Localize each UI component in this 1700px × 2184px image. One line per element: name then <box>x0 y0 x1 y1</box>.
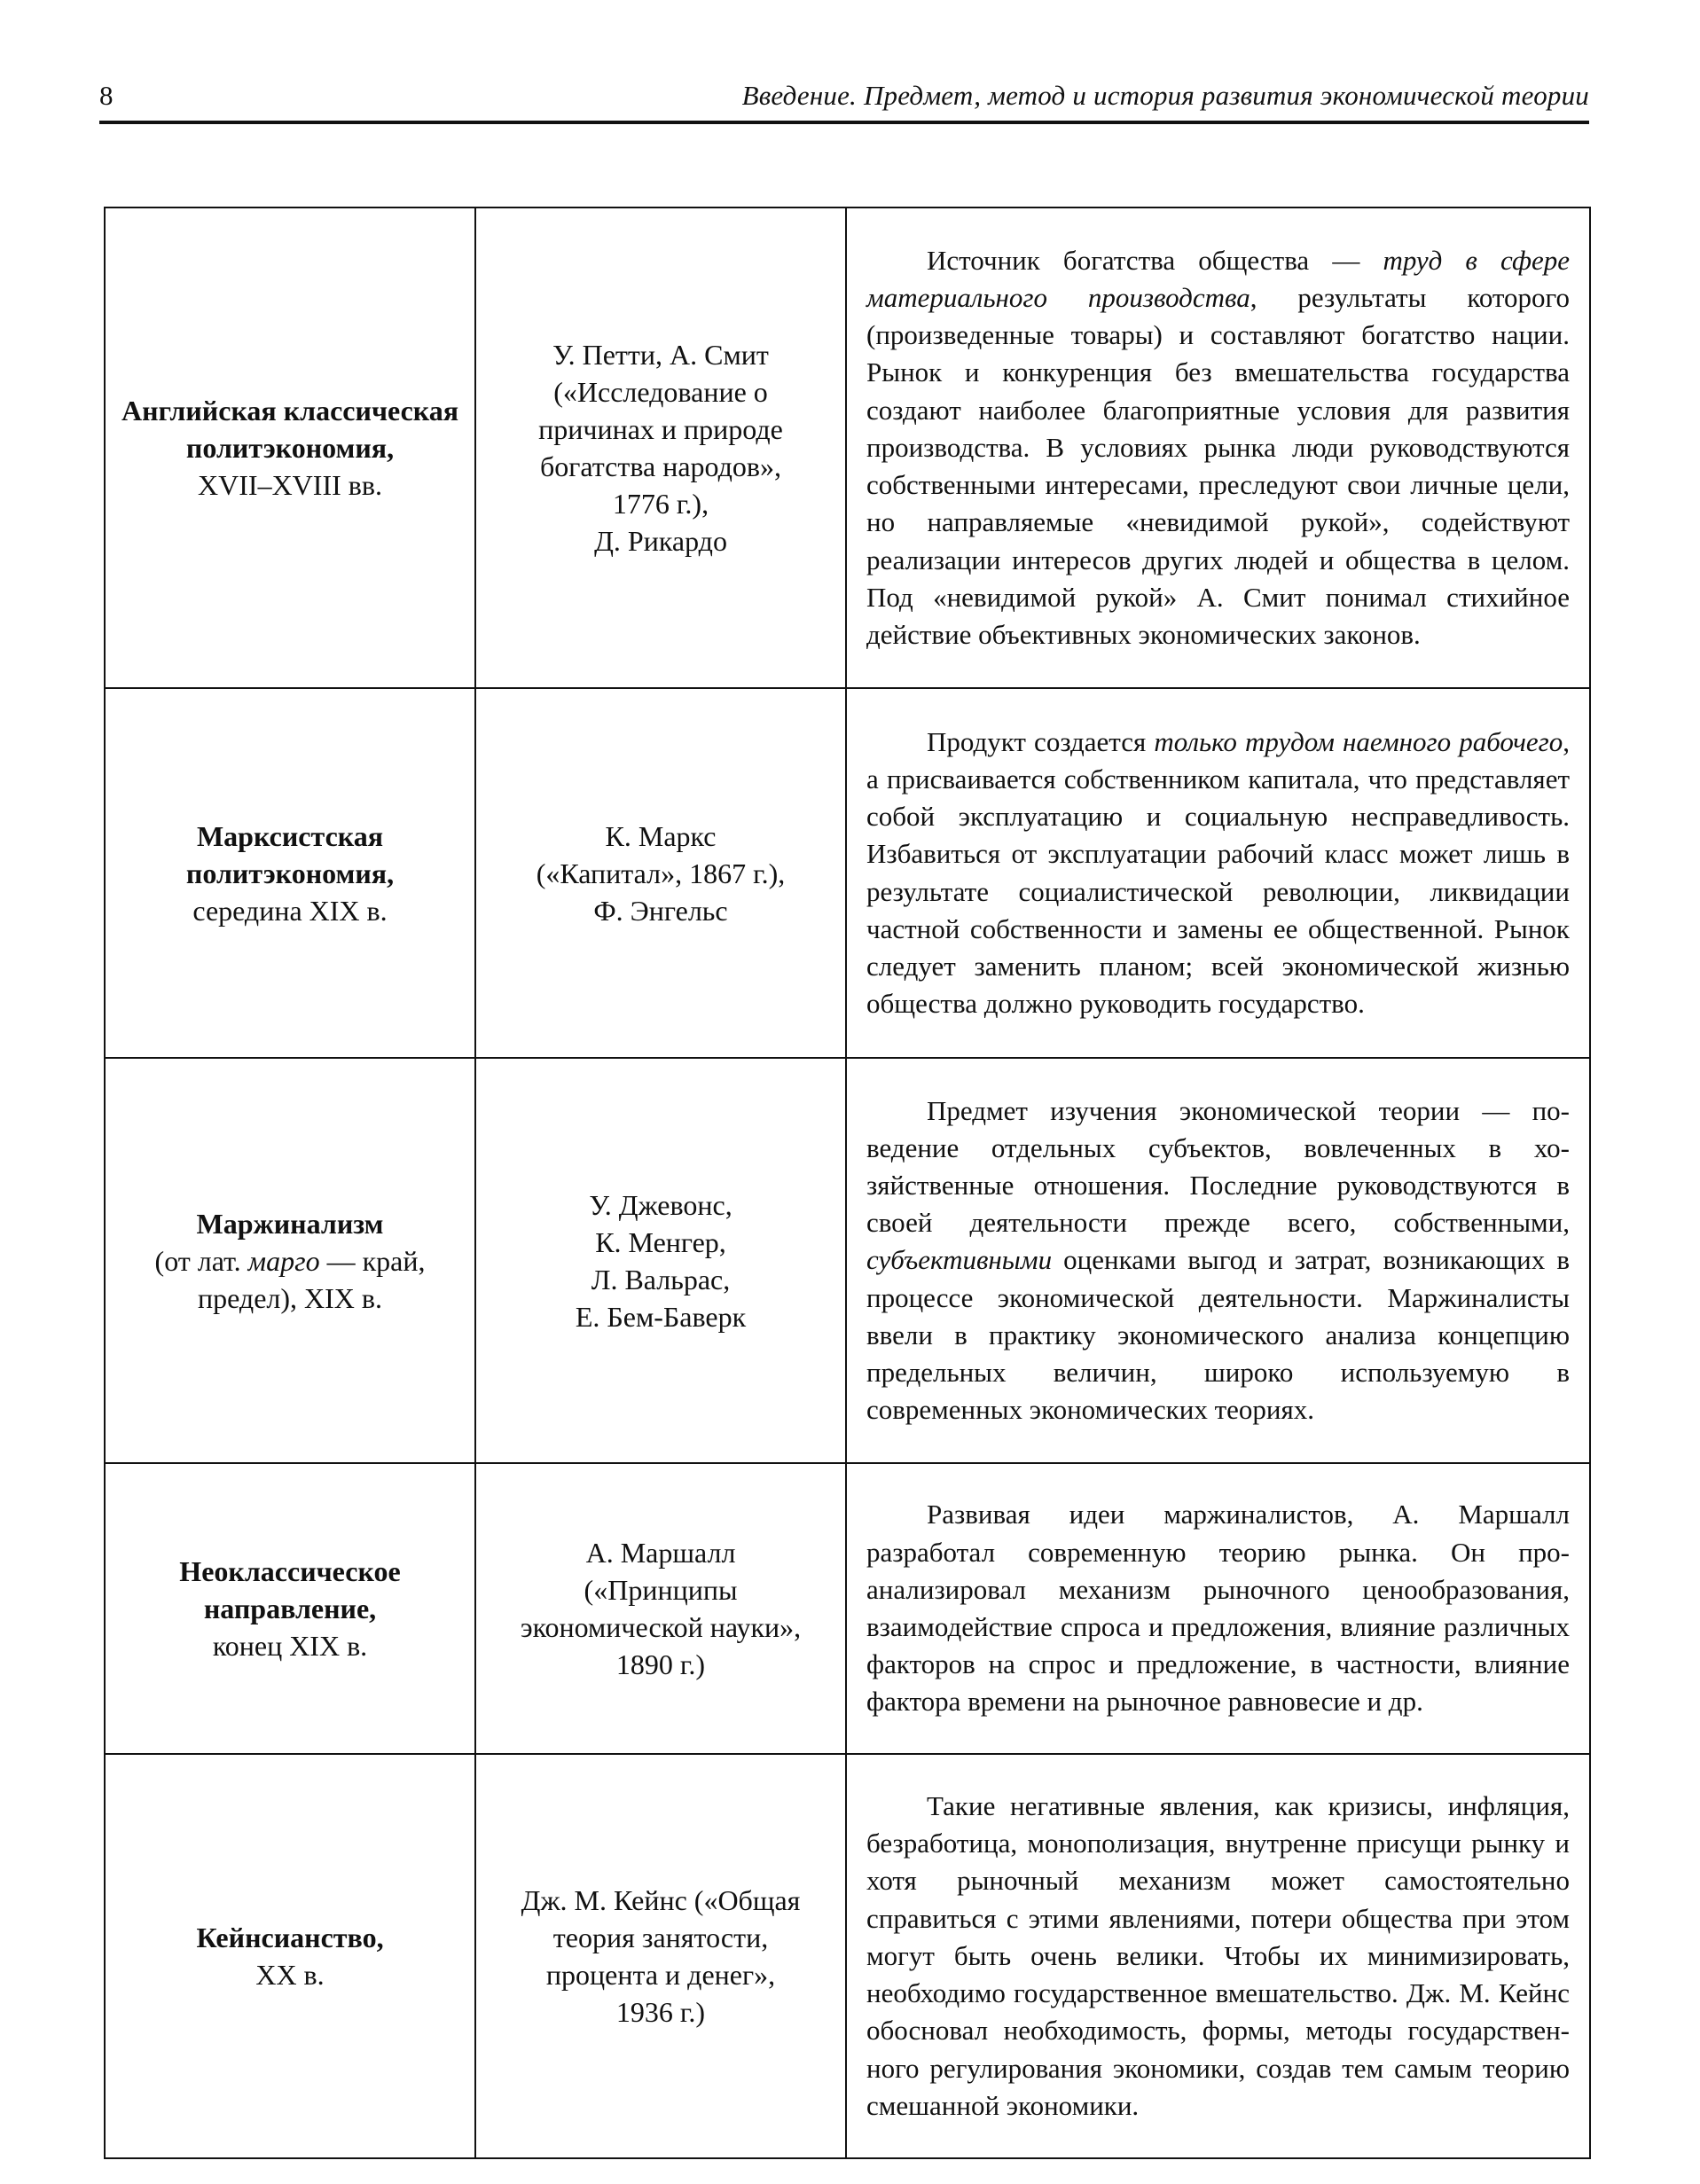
table-row <box>105 688 1590 1058</box>
school-period: XVII–XVIII вв. <box>198 469 382 501</box>
author-line: процента и денег», <box>545 1959 776 1991</box>
author-line: («Принципы <box>584 1574 738 1606</box>
school-name: Неоклассическое направление, <box>179 1555 401 1624</box>
author-line: 1936 г.) <box>615 1996 706 2028</box>
table-row <box>105 207 1590 688</box>
desc-text: Такие негативные явления, как кризисы, инфляция, безработица, монополизация, внутренне присущи рынку и хотя рыночный механизм может самостоятельно справиться с этими явлениями, потери общества при этом могут быть очень велики. Чтобы их минимизировать, необходимо государственное вмешательство. Дж. М. Кейнс обосновал необходимость, формы, методы государственного регулирования экономики, создав тем самым теорию смешанной экономики. <box>866 1790 1570 2121</box>
author-line: Дж. М. Кейнс («Общая <box>521 1884 801 1916</box>
school-period: середина XIX в. <box>192 894 388 927</box>
school-cell <box>105 688 475 1058</box>
school-cell <box>105 1754 475 2158</box>
authors-cell <box>475 688 846 1058</box>
desc-text: Развивая идеи маржиналистов, А. Маршалл разработал современную теорию рынка. Он проанализировал механизм рыночного ценообразования, взаимодействие спроса и предложения, влияние различных факторов на спрос и предложение, в частности, влияние фактора времени на рыночное равновесие и др. <box>866 1499 1570 1718</box>
author-line: («Капитал», 1867 г.), <box>536 857 786 889</box>
author-line: («Исследование о <box>553 376 768 408</box>
description-cell <box>846 1754 1590 2158</box>
author-line: богатства народов», <box>539 450 782 482</box>
desc-text: Предмет изучения экономической теории — поведение отдельных субъектов, вовлеченных в хозяйственные отношения. Последние руководствуются в своей деятельности прежде всего, собственными, <box>866 1094 1570 1239</box>
author-line: К. Менгер, <box>595 1225 726 1258</box>
school-cell <box>105 1058 475 1463</box>
table-row <box>105 1058 1590 1463</box>
description-cell <box>846 1058 1590 1463</box>
page-header <box>99 69 1589 124</box>
author-line: А. Маршалл <box>585 1537 736 1569</box>
page-number: 8 <box>99 80 114 111</box>
desc-emphasis: только трудом наемного рабочего <box>1154 725 1563 757</box>
authors-cell <box>475 207 846 688</box>
authors-cell <box>475 1754 846 2158</box>
description-cell <box>846 1463 1590 1754</box>
schools-table <box>104 207 1591 2159</box>
author-line: теория занятости, <box>552 1922 769 1953</box>
author-line: Л. Вальрас, <box>591 1263 731 1296</box>
description-cell <box>846 688 1590 1058</box>
authors-cell <box>475 1058 846 1463</box>
desc-text: , а присваивается собственником капитала, что представляет собой эксплуатацию и социальную несправедливость. Избавиться от эксплуатации рабочий класс может лишь в результате социалистической революции, ликвидации частной собственности и замены ее общественной. Рынок следует заменить планом; всей экономической жизнью общества должно руководить государство. <box>866 725 1570 1020</box>
school-cell <box>105 1463 475 1754</box>
school-period: XX в. <box>255 1959 325 1991</box>
desc-text: оценками выгод и затрат, возникающих в процессе экономической деятельности. Маржиналисты ввели в практику экономического анализа концепцию предельных величин, широко используемую в современных экономических теориях. <box>866 1244 1570 1426</box>
author-line: Ф. Энгельс <box>593 894 728 927</box>
desc-text: , результаты которого (произведенные товары) и составляют богатство нации. Рынок и конкуренция без вмешательства государства создают наиболее благоприятные условия для развития производства. В условиях рынка люди руководствуются собственными интересами, преследуют свои личные цели, но направляемые «невидимой рукой», содействуют реализации интересов других людей и общества в целом. Под «невидимой рукой» А. Смит понимал стихийное действие объективных экономических законов. <box>866 282 1570 650</box>
school-name: Марксистская политэкономия, <box>185 819 395 889</box>
school-period: (от лат. марго — край, предел), XIX в. <box>154 1244 426 1314</box>
school-name: Кейнсианство, <box>196 1922 384 1953</box>
running-title: Введение. Предмет, метод и история развития экономической теории <box>741 80 1589 111</box>
author-line: У. Петти, А. Смит <box>552 339 769 371</box>
authors-cell <box>475 1463 846 1754</box>
desc-emphasis: труд в сфере материального производства <box>866 244 1570 314</box>
author-line: экономической науки», <box>520 1611 802 1643</box>
author-line: причинах и природе <box>538 413 783 445</box>
school-name: Английская классическая политэкономия, <box>121 395 459 464</box>
author-line: К. Маркс <box>605 819 717 852</box>
author-line: 1776 г.), <box>612 488 709 520</box>
school-period: конец XIX в. <box>212 1630 368 1662</box>
desc-text: Продукт создается <box>927 725 1155 757</box>
author-line: Е. Бем-Баверк <box>575 1300 747 1333</box>
description-cell <box>846 207 1590 688</box>
author-line: 1890 г.) <box>615 1648 706 1680</box>
table-row <box>105 1754 1590 2158</box>
latin-term: марго <box>247 1244 320 1277</box>
school-name: Маржинализм <box>196 1207 384 1240</box>
school-cell <box>105 207 475 688</box>
desc-emphasis: субъективными <box>866 1244 1053 1276</box>
author-line: Д. Рикардо <box>594 525 727 557</box>
author-line: У. Джевонс, <box>589 1188 732 1221</box>
table-row <box>105 1463 1590 1754</box>
desc-text: Источник богатства общества — <box>927 244 1383 276</box>
